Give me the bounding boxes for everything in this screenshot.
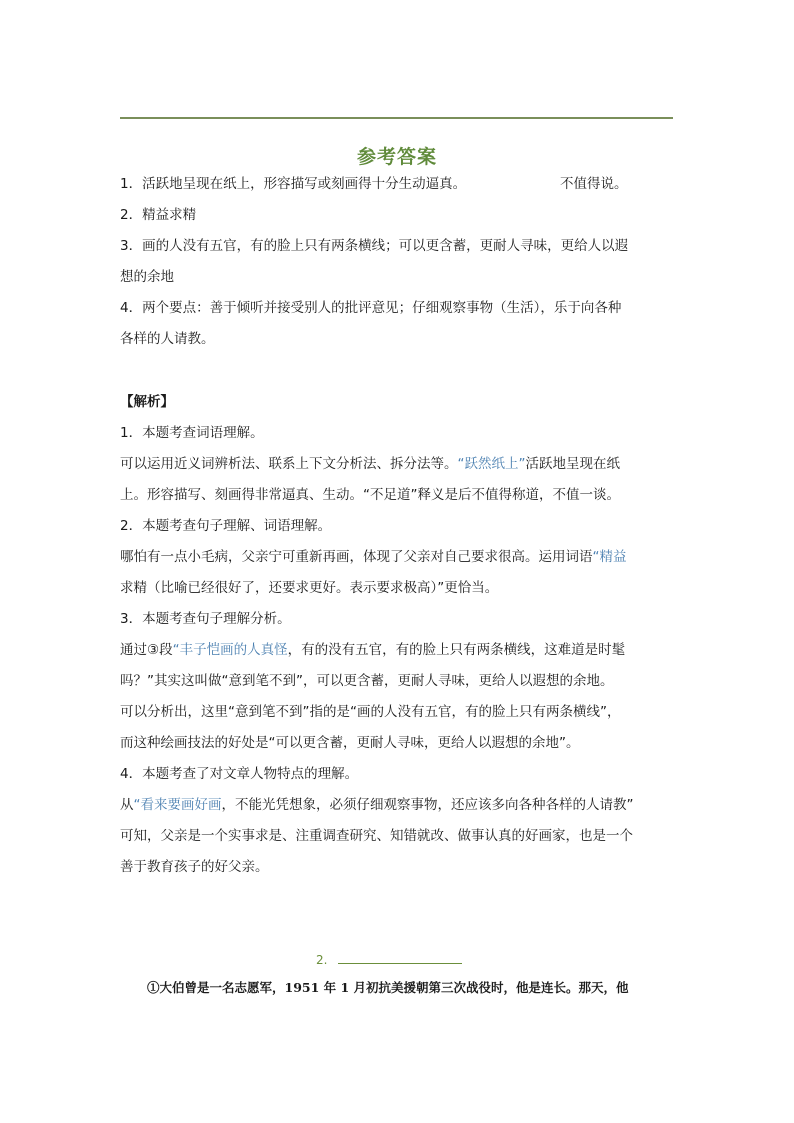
analysis-2-head: 2．本题考查句子理解、词语理解。 (120, 518, 332, 534)
next-passage-line: ①大伯曾是一名志愿军，1951 年 1 月初抗美援朝第三次战役时，他是连长。那天，他 (147, 980, 629, 995)
analysis-2-text-a: 哪怕有一点小毛病，父亲宁可重新再画，体现了父亲对自己要求很高。运用词语 (120, 549, 593, 565)
analysis-2-line-2: 求精（比喻已经很好了，还要求更好。表示要求极高）”更恰当。 (120, 580, 499, 596)
question-number-underline (338, 963, 462, 964)
analysis-3-text-b: ，有的没有五官，有的脸上只有两条横线，这难道是时髦 (287, 642, 626, 658)
question-number: 2. (316, 953, 328, 967)
analysis-3-line-2: 吗？”其实这叫做“意到笔不到”，可以更含蓄，更耐人寻味，更给人以遐想的余地。 (120, 673, 614, 689)
answer-1-text: 1．活跃地呈现在纸上，形容描写或刻画得十分生动逼真。 (120, 176, 467, 192)
analysis-1-quote: “跃然纸上” (457, 456, 526, 472)
answer-4-line-2: 各样的人请教。 (120, 331, 215, 347)
analysis-3-text-a: 通过③段 (120, 642, 173, 658)
analysis-4-line-3: 善于教育孩子的好父亲。 (120, 859, 269, 875)
analysis-1-text-a: 可以运用近义词辨析法、联系上下文分析法、拆分法等。 (120, 456, 458, 472)
analysis-4-text-b: ，不能光凭想象，必须仔细观察事物，还应该多向各种各样的人请教” (221, 797, 634, 813)
analysis-4-quote: “看来要画好画 (133, 797, 222, 813)
answer-4-line-1: 4．两个要点：善于倾听并接受别人的批评意见；仔细观察事物（生活），乐于向各种 (120, 300, 622, 316)
analysis-3-quote: “丰子恺画的人真怪 (172, 642, 288, 658)
analysis-4-line-1 (120, 795, 634, 815)
analysis-1-line-2: 上。形容描写、刻画得非常逼真、生动。“不足道”释义是后不值得称道，不值一谈。 (120, 487, 620, 503)
analysis-4-text-a: 从 (120, 797, 134, 813)
analysis-3-line-3: 可以分析出，这里“意到笔不到”指的是“画的人没有五官，有的脸上只有两条横线”， (120, 704, 621, 720)
analysis-3-line-4: 而这种绘画技法的好处是“可以更含蓄，更耐人寻味，更给人以遐想的余地”。 (120, 735, 580, 751)
analysis-4-line-2: 可知，父亲是一个实事求是、注重调查研究、知错就改、做事认真的好画家，也是一个 (120, 828, 633, 844)
answer-3-line-2: 想的余地 (120, 269, 174, 285)
analysis-1-text-b: 活跃地呈现在纸 (525, 456, 620, 472)
analysis-3-line-1 (120, 640, 625, 660)
analysis-1-head: 1．本题考查词语理解。 (120, 425, 264, 441)
answer-3-line-1: 3．画的人没有五官，有的脸上只有两条横线；可以更含蓄，更耐人寻味，更给人以遐 (120, 238, 629, 254)
answer-1 (120, 174, 466, 194)
header-rule (120, 117, 673, 119)
analysis-2-quote: “精益 (592, 549, 627, 565)
analysis-1-line-1 (120, 454, 620, 474)
analysis-2-line-1 (120, 547, 627, 567)
analysis-4-head: 4．本题考查了对文章人物特点的理解。 (120, 766, 359, 782)
page-title: 参考答案 (356, 146, 437, 168)
answer-1-tail: 不值得说。 (560, 176, 628, 192)
answer-2: 2．精益求精 (120, 207, 197, 223)
analysis-heading: 【解析】 (120, 394, 174, 410)
analysis-3-head: 3．本题考查句子理解分析。 (120, 611, 291, 627)
